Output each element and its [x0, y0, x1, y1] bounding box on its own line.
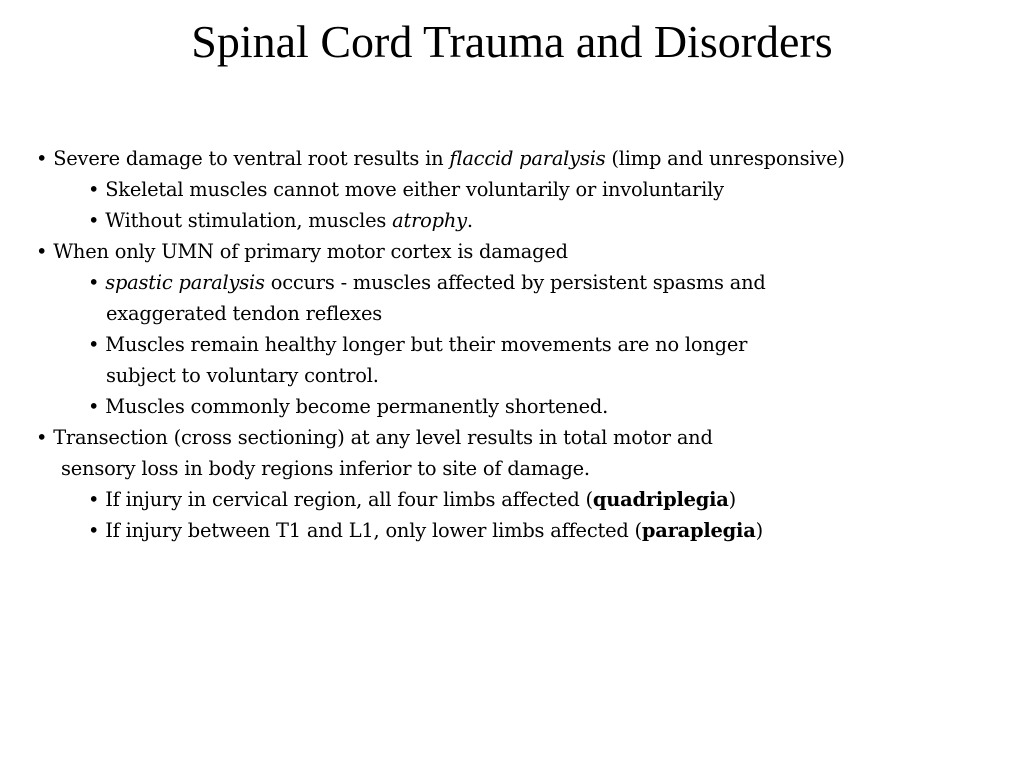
slide-body — [36, 143, 1011, 546]
bullet-item — [36, 484, 1011, 515]
bullet-marker: • — [88, 395, 106, 418]
bullet-marker: • — [36, 426, 54, 449]
italic-term: spastic paralysis — [105, 271, 265, 294]
slide-title: Spinal Cord Trauma and Disorders — [191, 16, 833, 67]
bullet-text: Transection (cross sectioning) at any level results in total motor and — [53, 426, 713, 449]
bullet-item — [36, 205, 1011, 236]
bullet-text: subject to voluntary control. — [106, 364, 379, 387]
bullet-text: ) — [755, 519, 763, 542]
bullet-text: (limp and unresponsive) — [605, 147, 845, 170]
italic-term: flaccid paralysis — [449, 147, 606, 170]
bullet-text: If injury between T1 and L1, only lower limbs affected ( — [105, 519, 642, 542]
bullet-continuation — [36, 298, 1011, 329]
bullet-continuation — [36, 360, 1011, 391]
bullet-text: Muscles remain healthy longer but their movements are no longer — [105, 333, 748, 356]
bullet-text: sensory loss in body regions inferior to site of damage. — [61, 457, 590, 480]
bullet-text: ) — [728, 488, 737, 511]
bullet-text: occurs - muscles affected by persistent spasms and — [264, 271, 766, 294]
bullet-item — [36, 267, 1011, 298]
bullet-marker: • — [88, 488, 106, 511]
bullet-item — [36, 422, 1011, 453]
bullet-text: Skeletal muscles cannot move either voluntarily or involuntarily — [105, 178, 724, 201]
bullet-text: Without stimulation, muscles — [105, 209, 393, 232]
bullet-item — [36, 391, 1011, 422]
bullet-marker: • — [88, 178, 106, 201]
bullet-text: When only UMN of primary motor cortex is damaged — [53, 240, 568, 263]
bullet-marker: • — [36, 147, 54, 170]
bold-term: paraplegia — [641, 519, 756, 542]
bullet-text: If injury in cervical region, all four limbs affected ( — [105, 488, 593, 511]
bullet-text: Severe damage to ventral root results in — [53, 147, 450, 170]
bullet-continuation — [36, 453, 1011, 484]
bullet-marker: • — [88, 333, 106, 356]
italic-term: atrophy — [392, 209, 467, 232]
bullet-item — [36, 329, 1011, 360]
bullet-marker: • — [36, 240, 54, 263]
bold-term: quadriplegia — [592, 488, 729, 511]
bullet-item — [36, 515, 1011, 546]
bullet-text: exaggerated tendon reflexes — [106, 302, 383, 325]
bullet-item — [36, 143, 1011, 174]
bullet-marker: • — [88, 209, 106, 232]
bullet-item — [36, 174, 1011, 205]
bullet-text: . — [466, 209, 473, 232]
bullet-text: Muscles commonly become permanently shortened. — [105, 395, 609, 418]
bullet-item — [36, 236, 1011, 267]
bullet-marker: • — [88, 519, 106, 542]
bullet-marker: • — [88, 271, 106, 294]
